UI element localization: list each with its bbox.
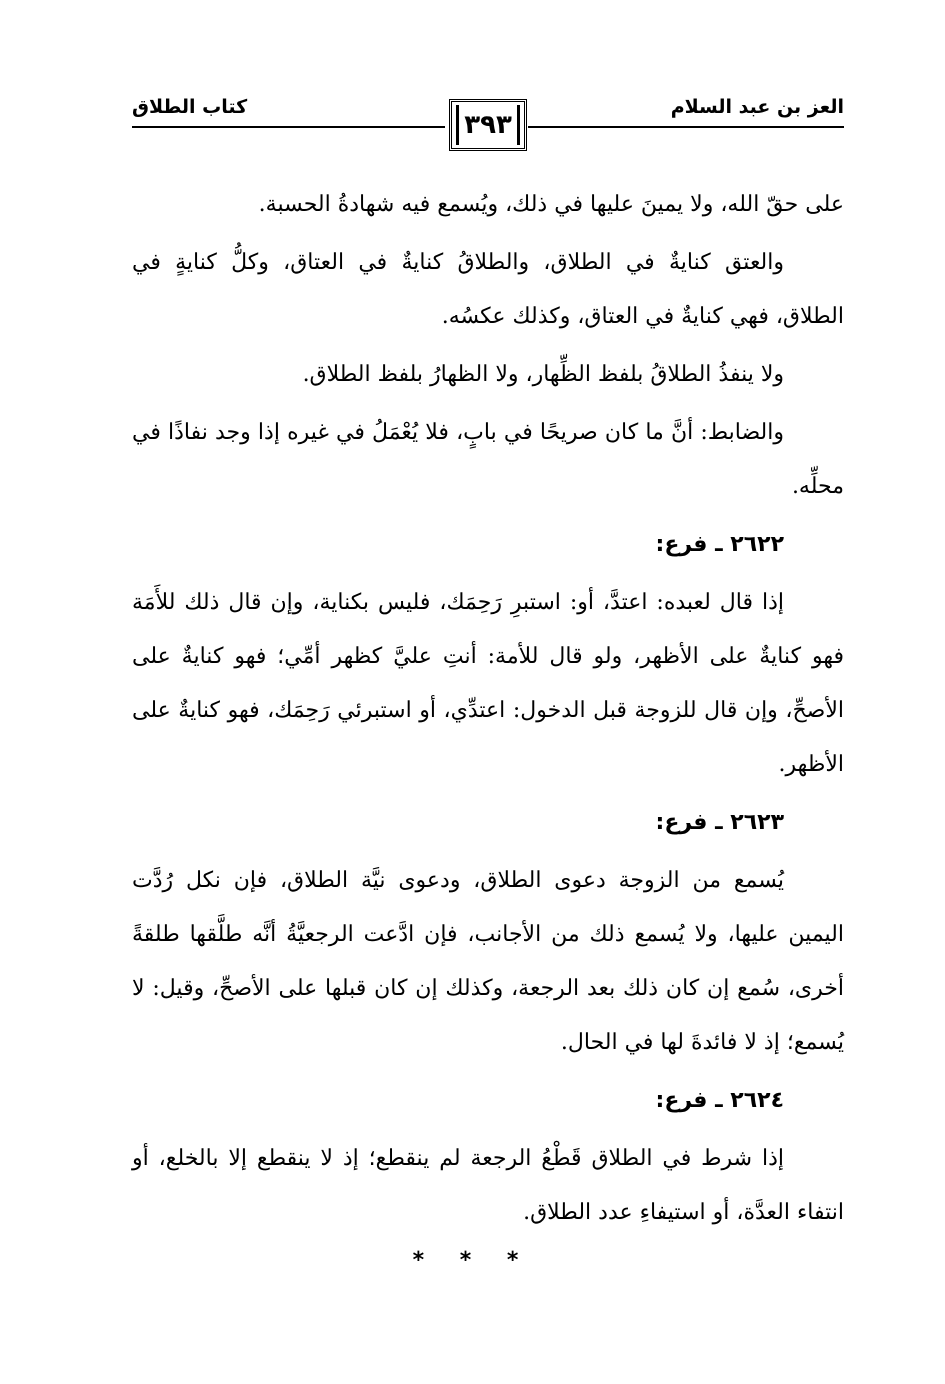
header-author: العز بن عبد السلام: [670, 96, 844, 118]
branch-text: إذا شرط في الطلاق قَطْعُ الرجعة لم ينقطع؛ إذ لا ينقطع إلا بالخلع، أو انتفاء العدَّة، أو استيفاءِ عدد الطلاق.: [132, 1146, 844, 1225]
branch-text: يُسمع من الزوجة دعوى الطلاق، ودعوى نيَّة الطلاق، فإن نكل رُدَّت اليمين عليها، ولا يُسمع ذلك من الأجانب، فإن ادَّعت الرجعيَّةُ أنَّه طلَّقها طلقةً أخرى، سُمع إن كان ذلك بعد الرجعة، وكذلك إن كان قبلها على الأصحِّ، وقيل: لا يُسمع؛ إذ لا فائدةَ لها في الحال.: [132, 868, 844, 1055]
header-rule-left: [132, 126, 445, 128]
branch-heading: ٢٦٢٢ ـ فرع:: [655, 532, 784, 557]
section-end-stars: * * *: [412, 1248, 533, 1273]
header-book-title: كتاب الطلاق: [132, 96, 248, 118]
branch-heading: ٢٦٢٣ ـ فرع:: [655, 810, 784, 835]
header-rule-right: [528, 126, 844, 128]
paragraph: على حقّ الله، ولا يمينَ عليها في ذلك، ويُسمع فيه شهادةُ الحسبة.: [258, 192, 844, 217]
page-number-box: [449, 99, 527, 151]
paragraph: والضابط: أنَّ ما كان صريحًا في بابٍ، فلا يُعْمَلُ في غيره إذا وجد نفاذًا في محلِّه.: [132, 420, 844, 499]
branch-text: إذا قال لعبده: اعتدَّ، أو: استبرِ رَحِمَك، فليس بكناية، وإن قال ذلك للأَمَة فهو كنايةٌ على الأظهر، ولو قال للأمة: أنتِ عليَّ كظهر أمِّي؛ فهو كنايةٌ على الأصحِّ، وإن قال للزوجة قبل الدخول: اعتدِّي، أو استبرئي رَحِمَك، فهو كنايةٌ على الأظهر.: [132, 590, 844, 777]
page-number: ٣٩٣: [464, 110, 512, 140]
paragraph: والعتق كنايةٌ في الطلاق، والطلاقُ كنايةٌ في العتاق، وكلُّ كنايةٍ في الطلاق، فهي كنايةٌ في العتاق، وكذلك عكسُه.: [132, 250, 844, 329]
paragraph: ولا ينفذُ الطلاقُ بلفظ الظِّهار، ولا الظهارُ بلفظ الطلاق.: [302, 362, 784, 387]
page-body: [132, 178, 844, 1244]
running-header: [132, 94, 844, 154]
branch-heading: ٢٦٢٤ ـ فرع:: [655, 1088, 784, 1113]
